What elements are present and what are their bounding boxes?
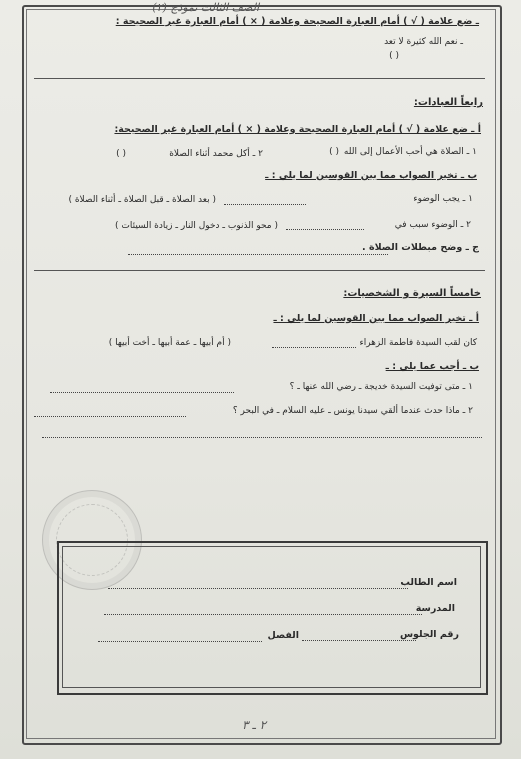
section-divider-2 xyxy=(34,270,485,271)
class-label: الفصل xyxy=(267,630,299,641)
worship-statement-2-answer: ( ) xyxy=(116,149,126,159)
biography-part-b-title: ب ـ أجب عما يلي : ـ xyxy=(385,361,479,372)
worship-statement-2: ٢ ـ أكل محمد أثناء الصلاة xyxy=(169,149,263,159)
handwritten-header: الصف الثالث نموذج (٢) xyxy=(152,1,259,14)
worship-part-c-title: ج ـ وضح مبطلات الصلاة . xyxy=(362,242,479,253)
worship-choice-1: ١ ـ يجب الوضوء xyxy=(413,194,473,204)
student-info-box-inner xyxy=(62,546,481,688)
statement-blessings: ـ نعم الله كثيرة لا تعد xyxy=(384,37,463,47)
worship-choice-2-blank xyxy=(286,229,364,230)
biography-answer-1-blank xyxy=(50,392,234,393)
section-true-false-title: ـ ضع علامة ( √ ) أمام العبارة الصحيحة وعلامة ( × ) أمام العبارة غير الصحيحة : xyxy=(115,16,479,27)
seat-number-field xyxy=(302,640,416,641)
class-field xyxy=(98,641,262,642)
worship-section-title: رابعاً العبادات: xyxy=(413,97,483,108)
worship-statement-1-answer: ( ) xyxy=(329,147,339,157)
biography-part-a-title: أ ـ تخير الصواب مما بين القوسين لما يلي : ـ xyxy=(273,313,479,324)
worship-choice-2: ٢ ـ الوضوء سبب في xyxy=(394,220,471,230)
biography-question-1: ١ ـ متى توفيت السيدة خديجة ـ رضي الله عنها ـ ؟ xyxy=(289,382,473,392)
worship-part-a-title: أ ـ ضع علامة ( √ ) أمام العبارة الصحيحة وعلامة ( × ) أمام العبارة غير الصحيحة: xyxy=(114,124,481,135)
student-name-label: اسم الطالب xyxy=(400,577,457,588)
worship-choice-1-blank xyxy=(224,204,306,205)
worship-part-b-title: ب ـ تخير الصواب مما بين القوسين لما يلي : ـ xyxy=(265,170,477,181)
biography-choice: كان لقب السيدة فاطمة الزهراء xyxy=(359,338,477,348)
section-divider xyxy=(34,78,485,79)
worship-statement-1: ١ ـ الصلاة هي أحب الأعمال إلى الله xyxy=(343,147,477,157)
worship-part-c-blank xyxy=(128,254,388,255)
biography-section-title: خامساً السيرة و الشخصيات: xyxy=(343,288,481,299)
biography-question-2: ٢ ـ ماذا حدث عندما ألقي سيدنا يونس ـ عليه السلام ـ في البحر ؟ xyxy=(232,406,473,416)
student-name-field xyxy=(108,588,408,589)
biography-answer-2-blank-a xyxy=(34,416,186,417)
school-field xyxy=(104,614,422,615)
biography-choice-blank xyxy=(272,347,356,348)
page-number: ٢ ـ ٣ xyxy=(242,718,267,732)
worship-choice-2-options: ( محو الذنوب ـ دخول النار ـ زيادة السيئات ) xyxy=(115,221,278,231)
statement-blessings-answer: ( ) xyxy=(389,51,399,61)
biography-choice-options: ( أم أبيها ـ عمة أبيها ـ أخت أبيها ) xyxy=(108,338,231,348)
school-label: المدرسة xyxy=(415,603,455,614)
worship-choice-1-options: ( بعد الصلاة ـ قبل الصلاة ـ أثناء الصلاة ) xyxy=(68,195,216,205)
seat-number-label: رقم الجلوس xyxy=(399,629,459,640)
biography-answer-2-blank-b xyxy=(42,437,482,438)
